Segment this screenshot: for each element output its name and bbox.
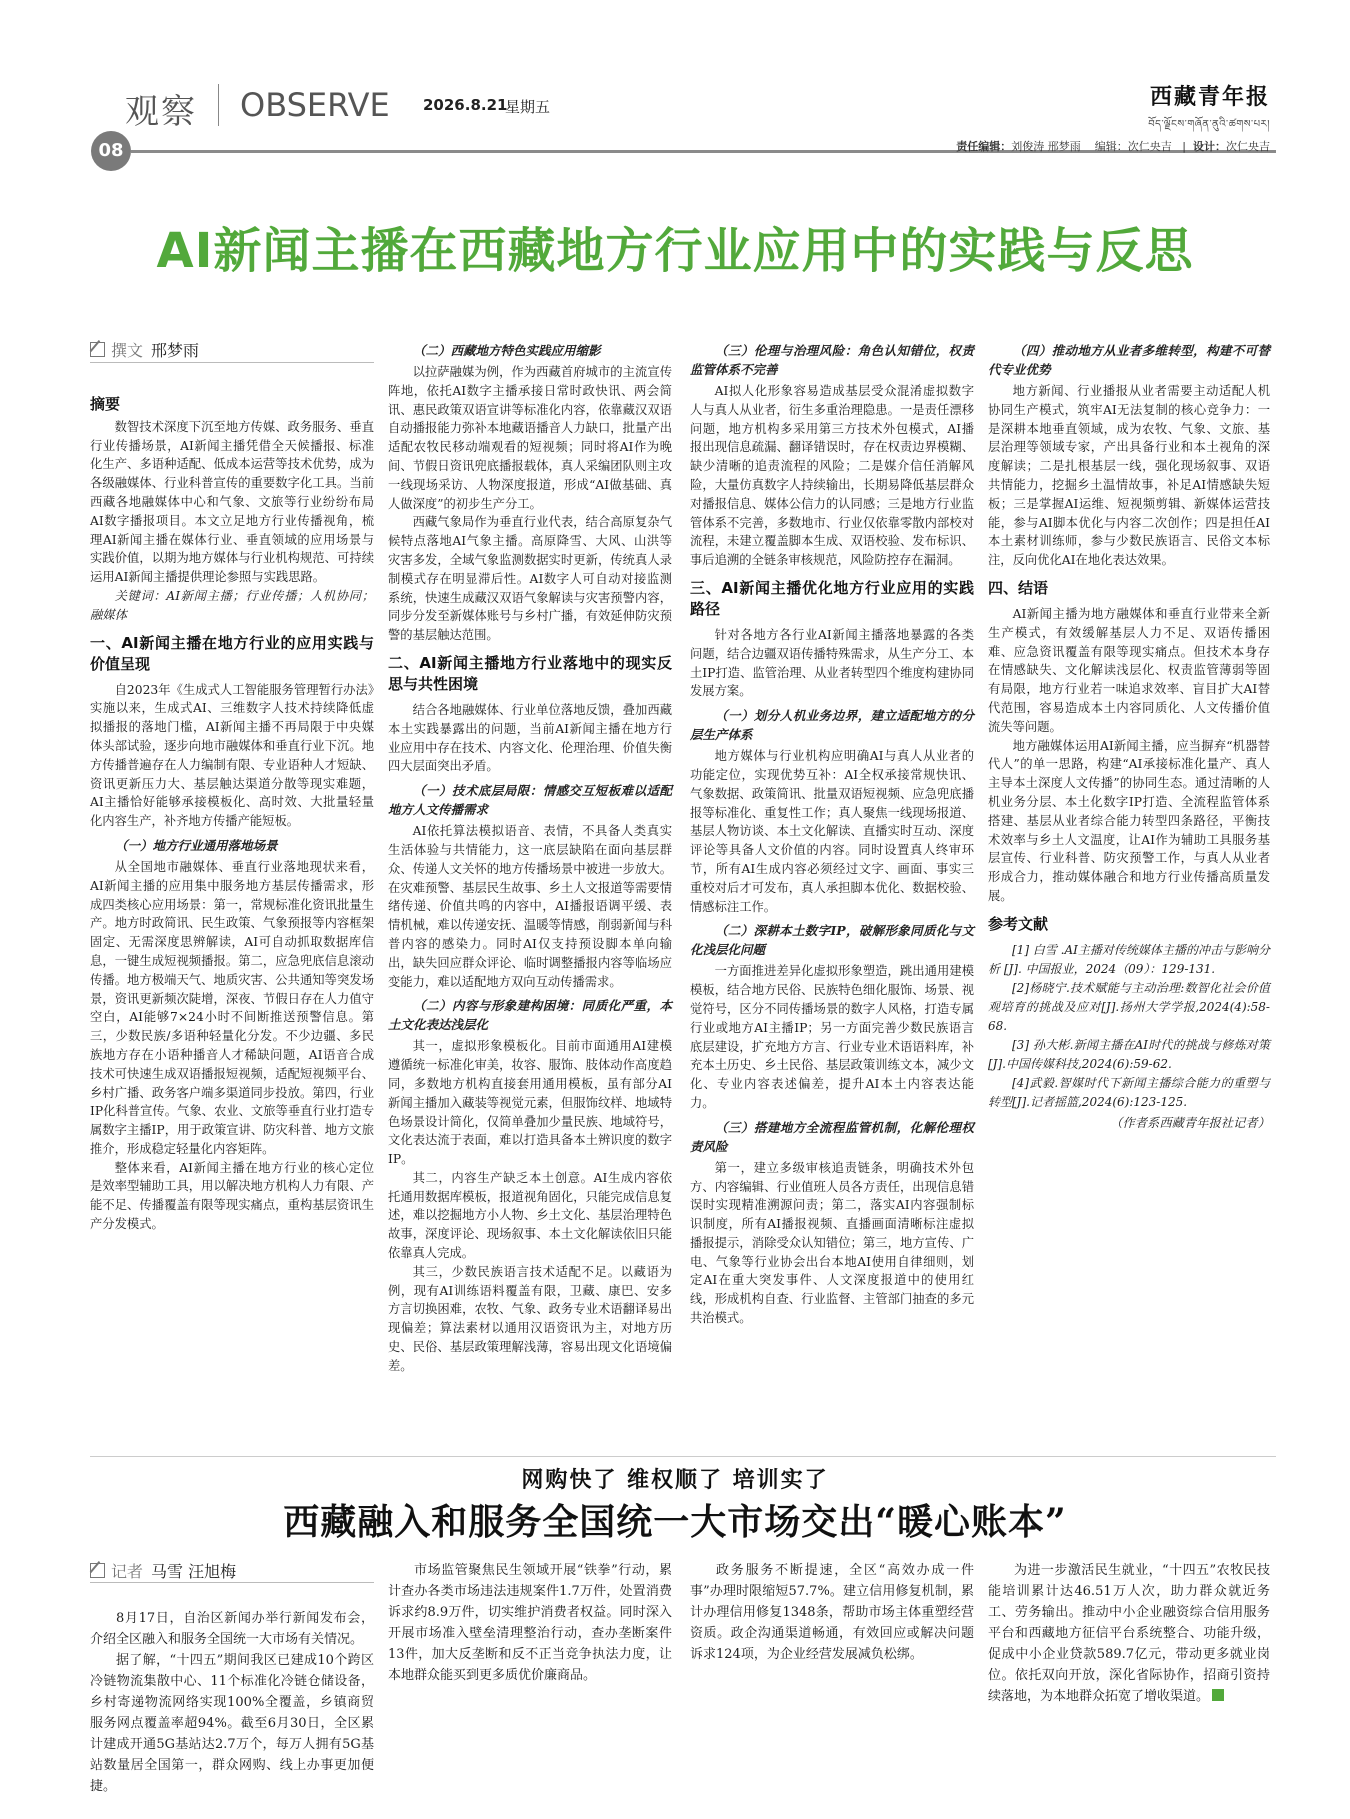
masthead-tibetan: བོད་ལྗོངས་གཞོན་ནུའི་ཚགས་པར། <box>1148 119 1270 130</box>
section-title-cn: 观察 <box>125 92 197 132</box>
subsection-heading: （一）技术底层局限：情感交互短板难以适配地方人文传播需求 <box>388 783 672 818</box>
subsection-heading: （二）西藏地方特色实践应用缩影 <box>413 343 601 358</box>
byline-label: 记者 <box>111 1562 144 1581</box>
abstract-text: 数智技术深度下沉至地方传媒、政务服务、垂直行业传播场景，AI新闻主播凭借全天候播报、标准化生产、多语种适配、低成本运营等技术优势，成为各级融媒体、行业科普宣传的重要数字化工具。当前西藏各地融媒体中心和气象、文旅等行业纷纷布局AI数字播报项目。本文立足地方行业传播视角，梳理AI新闻主播在媒体行业、垂直领域的应用场景与实践价值，以期为地方媒体与行业机构规范、可持续运用AI新闻主播提供理论参照与实践思路。 <box>90 419 374 585</box>
section-4-heading: 四、结语 <box>988 578 1049 597</box>
article2-column-4 <box>988 1560 1270 1707</box>
byline-rule <box>90 362 374 363</box>
paragraph: 从全国地市融媒体、垂直行业落地现状来看，AI新闻主播的应用集中服务地方基层传播需求，形成四类核心应用场景：第一，常规标准化资讯批量生产。地方时政简讯、民生政策、气象预报等内容框架固定、无需深度思辨解读，AI可自动抓取数据库信息，一键生成短视频播报。第二，应急兜底信息滚动传播。地方极端天气、地质灾害、公共通知等突发场景，资讯更新频次陡增，深夜、节假日存在人力值守空白，AI能够7×24小时不间断推送预警信息。第三，少数民族/多语种轻量化分发。不少边疆、多民族地方存在小语种播音人才稀缺问题，AI语音合成技术可快速生成双语播报短视频，适配短视频平台、乡村广播、政务客户端多渠道同步投放。第四，行业IP化科普宣传。气象、农业、文旅等垂直行业打造专属数字主播IP，用于政策宣讲、防灾科普、地方文旅推介，形成稳定轻量化内容矩阵。 <box>90 859 374 1156</box>
author-name: 邢梦雨 <box>151 341 200 360</box>
references-heading: 参考文献 <box>988 914 1049 933</box>
paragraph: 以拉萨融媒为例，作为西藏首府城市的主流宣传阵地，依托AI数字主播承接日常时政快讯、两会简讯、惠民政策双语宣讲等标准化内容，依靠藏汉双语自动播报能力弥补本地藏语播音人力缺口，批量产出适配农牧民移动端观看的短视频；同时将AI作为晚间、节假日资讯兜底播报载体，真人采编团队则主攻一线现场采访、人物深度报道，形成“AI做基础、真人做深度”的初步生产分工。 <box>388 365 672 511</box>
article2-column-3 <box>690 1560 974 1665</box>
paragraph: AI依托算法模拟语音、表情，不具备人类真实生活体验与共情能力，这一底层缺陷在面向基层群众、传递人文关怀的地方传播场景中被进一步放大。在灾难预警、基层民生故事、乡土人文报道等需要情绪传递、价值共鸣的内容中，AI播报语调平缓、表情机械，难以传递安抚、温暖等情感，削弱新闻与科普内容的感染力。同时AI仅支持预设脚本单向输出，缺失回应群众评论、临时调整播报内容等临场应变能力，难以适配地方双向互动传播需求。 <box>388 824 672 989</box>
designer-name: 次仁央吉 <box>1226 140 1270 153</box>
keywords: 关键词：AI新闻主播；行业传播；人机协同；融媒体 <box>90 588 374 622</box>
article-separator <box>90 1456 1276 1457</box>
article2-headline: 西藏融入和服务全国统一大市场交出“暖心账本” <box>283 1501 1067 1543</box>
editor2-name: 次仁央吉 <box>1127 140 1172 153</box>
article2-byline <box>90 1559 236 1582</box>
section-1-heading: 一、AI新闻主播在地方行业的应用实践与价值呈现 <box>90 633 374 673</box>
reference-item: [1] 白雪 .AI主播对传统媒体主播的冲击与影响分析 [J]. 中国报业，2024（09）：129-131. <box>988 942 1270 976</box>
subsection-heading: （一）地方行业通用落地场景 <box>115 837 278 853</box>
byline-rule <box>90 1582 374 1583</box>
reference-item: [2]杨晓宁.技术赋能与主动治理:数智化社会价值观培育的挑战及应对[J].扬州大学学报,2024(4):58-68. <box>988 980 1270 1033</box>
subsection-heading: （二）深耕本土数字IP，破解形象同质化与文化浅层化问题 <box>690 923 974 958</box>
paragraph: 其一，虚拟形象模板化。目前市面通用AI建模遵循统一标准化审美，妆容、服饰、肢体动作高度趋同，多数地方机构直接套用通用模板，虽有部分AI新闻主播加入藏装等视觉元素，但服饰纹样、地域特色场景设计简化，仅简单叠加少量民族、地域符号，文化表达流于表面，难以打造具备本土辨识度的数字IP。 <box>388 1039 672 1167</box>
subsection-heading: （三）搭建地方全流程监管机制，化解伦理权责风险 <box>690 1119 974 1154</box>
subsection-heading: （三）伦理与治理风险：角色认知错位，权责监管体系不完善 <box>690 343 974 377</box>
editor2-label: 编辑： <box>1094 140 1128 153</box>
reference-item: [4]武毅.智媒时代下新闻主播综合能力的重塑与转型[J].记者摇篮,2024(6):123-125. <box>988 1075 1270 1109</box>
paragraph: 据了解，“十四五”期间我区已建成10个跨区冷链物流集散中心、11个标准化冷链仓储设备，乡村寄递物流网络实现100%全覆盖，乡镇商贸服务网点覆盖率超94%。截至6月30日，全区累计建成开通5G基站达2.7万个，每万人拥有5G基站数量居全国第一，群众网购、线上办事更加便捷。 <box>90 1653 374 1794</box>
column-2 <box>388 336 672 1376</box>
paragraph: 第一，建立多级审核追责链条，明确技术外包方、内容编辑、行业值班人员各方责任，出现信息错误时实现精准溯源问责；第二，落实AI内容强制标识制度，所有AI播报视频、直播画面清晰标注虚拟播报提示，消除受众认知错位；第三，地方宣传、广电、气象等行业协会出台本地AI使用自律细则，划定AI在重大突发事件、人文深度报道中的使用红线，形成机构自查、行业监督、主管部门抽查的多元共治模式。 <box>690 1160 974 1326</box>
issue-weekday: 星期五 <box>505 98 551 116</box>
designer-label: 设计： <box>1193 140 1226 153</box>
article2-column-2 <box>388 1560 672 1686</box>
byline-label: 撰文 <box>111 341 144 360</box>
paragraph-text: 为进一步激活民生就业，“十四五”农牧民技能培训累计达46.51万人次，助力群众就近务工、劳务输出。推动中小企业融资综合信用服务平台和西藏地方征信平台系统整合、功能升级，促成中小企业贷款589.7亿元，带动更多就业岗位。依托双向开放，深化省际协作，招商引资持续落地，为本地群众拓宽了增收渠道。 <box>988 1563 1270 1704</box>
section-3-heading: 三、AI新闻主播优化地方行业应用的实践路径 <box>690 578 974 618</box>
column-1 <box>90 395 374 1234</box>
subsection-heading: （四）推动地方从业者多维转型，构建不可替代专业优势 <box>988 343 1270 377</box>
column-3 <box>690 336 974 1328</box>
section-2-heading: 二、AI新闻主播地方行业落地中的现实反思与共性困境 <box>388 653 672 693</box>
paragraph: 地方媒体与行业机构应明确AI与真人从业者的功能定位，实现优势互补：AI全权承接常规快讯、气象数据、政策简讯、批量双语短视频、应急兜底播报等标准化、重复性工作；真人聚焦一线现场报道、基层人物访谈、本土文化解读、直播实时互动、深度评论等具备人文价值的内容。同时设置真人终审环节，所有AI生成内容必须经过文字、画面、事实三重校对后才可发布，真人承担脚本优化、数据校验、情感标注工作。 <box>690 749 974 914</box>
paragraph: AI新闻主播为地方融媒体和垂直行业带来全新生产模式，有效缓解基层人力不足、双语传播困难、应急资讯覆盖有限等现实痛点。但技术本身存在情感缺失、文化解读浅层化、权责监管薄弱等固有局限，地方行业若一味追求效率、盲目扩大AI替代范围，容易造成本土内容同质化、人文传播价值流失等问题。 <box>988 606 1270 734</box>
editor-names: 刘俊涛 邢梦雨 <box>1011 140 1081 153</box>
masthead <box>1148 80 1270 141</box>
article-headline: AI新闻主播在西藏地方行业应用中的实践与反思 <box>156 223 1194 279</box>
section-title-en: OBSERVE <box>240 86 390 124</box>
abstract-title: 摘要 <box>90 395 121 413</box>
paragraph: 整体来看，AI新闻主播在地方行业的核心定位是效率型辅助工具，用以解决地方机构人力有限、产能不足、传播覆盖有限等现实痛点，重构基层资讯生产分发模式。 <box>90 1160 374 1232</box>
masthead-name: 西藏青年报 <box>1149 84 1270 110</box>
paragraph: 结合各地融媒体、行业单位落地反馈，叠加西藏本土实践暴露出的问题，当前AI新闻主播在地方行业应用中存在技术、内容文化、伦理治理、价值失衡四大层面突出矛盾。 <box>388 702 672 774</box>
byline <box>90 338 199 361</box>
paragraph: 西藏气象局作为垂直行业代表，结合高原复杂气候特点落地AI气象主播。高原降雪、大风、山洪等灾害多发，全域气象监测数据实时更新，传统真人录制模式存在明显滞后性。AI数字人可自动对接监测系统，快速生成藏汉双语气象解读与灾害预警内容，同步分发至新媒体账号与乡村广播，有效延伸防灾预警的基层触达范围。 <box>388 515 672 643</box>
column-4 <box>988 336 1270 1133</box>
paragraph: 自2023年《生成式人工智能服务管理暂行办法》实施以来，生成式AI、三维数字人技术持续降低虚拟播报的落地门槛，AI新闻主播不再局限于中央媒体头部试验，逐步向地市融媒体和垂直行业下沉。地方传播普遍存在人力编制有限、专业语种人才短缺、资讯更新压力大、基层触达渠道分散等现实难题，AI主播恰好能够承接模板化、高时效、大批量轻量化内容生产，补齐地方传播产能短板。 <box>90 682 374 829</box>
pen-icon <box>90 342 105 357</box>
paragraph: 地方新闻、行业播报从业者需要主动适配人机协同生产模式，筑牢AI无法复制的核心竞争力：一是深耕本地垂直领域，成为农牧、气象、文旅、基层治理等领域专家，产出具备行业和本土视角的深度解读；二是扎根基层一线，强化现场叙事、双语共情能力，挖掘乡土温情故事，补足AI情感缺失短板；三是掌握AI运维、短视频剪辑、新媒体运营技能，参与AI脚本优化与内容二次创作；四是担任AI本土素材训练师，参与少数民族语言、民俗文本标注，反向优化AI在地化表达效果。 <box>988 384 1270 568</box>
article2-column-1 <box>90 1608 374 1797</box>
paragraph: 地方融媒体运用AI新闻主播，应当摒弃“机器替代人”的单一思路，构建“AI承接标准化量产、真人主导本土深度人文传播”的协同生态。通过清晰的人机业务分层、本土化数字IP打造、全流程监管体系搭建、基层从业者综合能力转型四条路径，平衡技术效率与乡土人文温度，让AI作为辅助工具服务基层宣传、行业科普、防灾预警工作，与真人从业者形成合力，推动媒体融合和地方行业传播高质量发展。 <box>988 738 1270 903</box>
paragraph: 8月17日，自治区新闻办举行新闻发布会，介绍全区融入和服务全国统一大市场有关情况。 <box>90 1611 374 1647</box>
paragraph: 针对各地方各行业AI新闻主播落地暴露的各类问题，结合边疆双语传播特殊需求，从生产分工、本土IP打造、监管治理、从业者转型四个维度构建协同发展方案。 <box>690 627 974 699</box>
page-number-badge: 08 <box>91 131 131 171</box>
reporter-names: 马雪 汪旭梅 <box>151 1562 237 1581</box>
paragraph: 一方面推进差异化虚拟形象塑造，跳出通用建模模板，结合地方民俗、民族特色细化服饰、场景、视觉符号，区分不同传播场景的数字人风格，打造专属行业或地方AI主播IP；另一方面完善少数民族语言底层建设，扩充地方方言、行业专业术语语料库，补充本土历史、乡土民俗、基层政策训练文本，减少文化、专业内容表述偏差，提升AI本土内容表达能力。 <box>690 964 974 1110</box>
pen-icon <box>90 1563 105 1578</box>
paragraph <box>988 1560 1270 1707</box>
editors-credit: 责任编辑：刘俊涛 邢梦雨 编辑：次仁央吉 | 设计：次仁央吉 <box>956 140 1270 153</box>
paragraph: 其二，内容生产缺乏本土创意。AI生成内容依托通用数据库模板，报道视角固化，只能完成信息复述，难以挖掘地方小人物、乡土文化、基层治理特色故事，深度评论、现场叙事、本土文化解读依旧只能依靠真人完成。 <box>388 1170 672 1261</box>
reference-item: [3] 孙大彬.新闻主播在AI时代的挑战与修炼对策[J].中国传媒科技,2024(6):59-62. <box>988 1037 1270 1071</box>
header-divider <box>218 84 219 126</box>
subsection-heading: （二）内容与形象建构困境：同质化严重，本土文化表达浅层化 <box>388 998 672 1033</box>
author-note: （作者系西藏青年报社记者） <box>1110 1115 1270 1130</box>
editor-label: 责任编辑： <box>956 140 1012 153</box>
subsection-heading: （一）划分人机业务边界，建立适配地方的分层生产体系 <box>690 708 974 743</box>
article2-kicker: 网购快了 维权顺了 培训实了 <box>521 1467 829 1493</box>
paragraph: 其三，少数民族语言技术适配不足。以藏语为例，现有AI训练语料覆盖有限，卫藏、康巴、安多方言切换困难，农牧、气象、政务专业术语翻译易出现偏差；算法素材以通用汉语资讯为主，对地方历史、民俗、基层政策理解浅薄，容易出现文化语境偏差。 <box>388 1264 672 1373</box>
paragraph: 政务服务不断提速，全区“高效办成一件事”办理时限缩短57.7%。建立信用修复机制，累计办理信用修复1348条，帮助市场主体重塑经营资质。政企沟通渠道畅通，有效回应或解决问题诉求124项，为企业经营发展减负松绑。 <box>690 1563 974 1662</box>
issue-date: 2026.8.21 <box>423 96 508 114</box>
end-mark-icon <box>1212 1689 1224 1701</box>
paragraph: 市场监管聚焦民生领域开展“铁拳”行动，累计查办各类市场违法违规案件1.7万件，处置消费诉求约8.9万件，切实维护消费者权益。同时深入开展市场准入壁垒清理整治行动，查办垄断案件13件，加大反垄断和反不正当竞争执法力度，让本地群众能买到更多质优价廉商品。 <box>388 1563 672 1683</box>
paragraph: AI拟人化形象容易造成基层受众混淆虚拟数字人与真人从业者，衍生多重治理隐患。一是责任漂移问题，地方机构多采用第三方技术外包模式，AI播报出现信息疏漏、翻译错误时，存在权责边界模糊、缺少清晰的追责流程的风险；二是媒介信任消解风险，大量仿真数字人持续输出，长期易降低基层群众对播报信息、媒体公信力的认同感；三是地方行业监管体系不完善，多数地市、行业仅依靠零散内部校对流程，未建立覆盖脚本生成、双语校验、发布标识、事后追溯的全链条审核规范，风险防控存在漏洞。 <box>690 384 974 568</box>
